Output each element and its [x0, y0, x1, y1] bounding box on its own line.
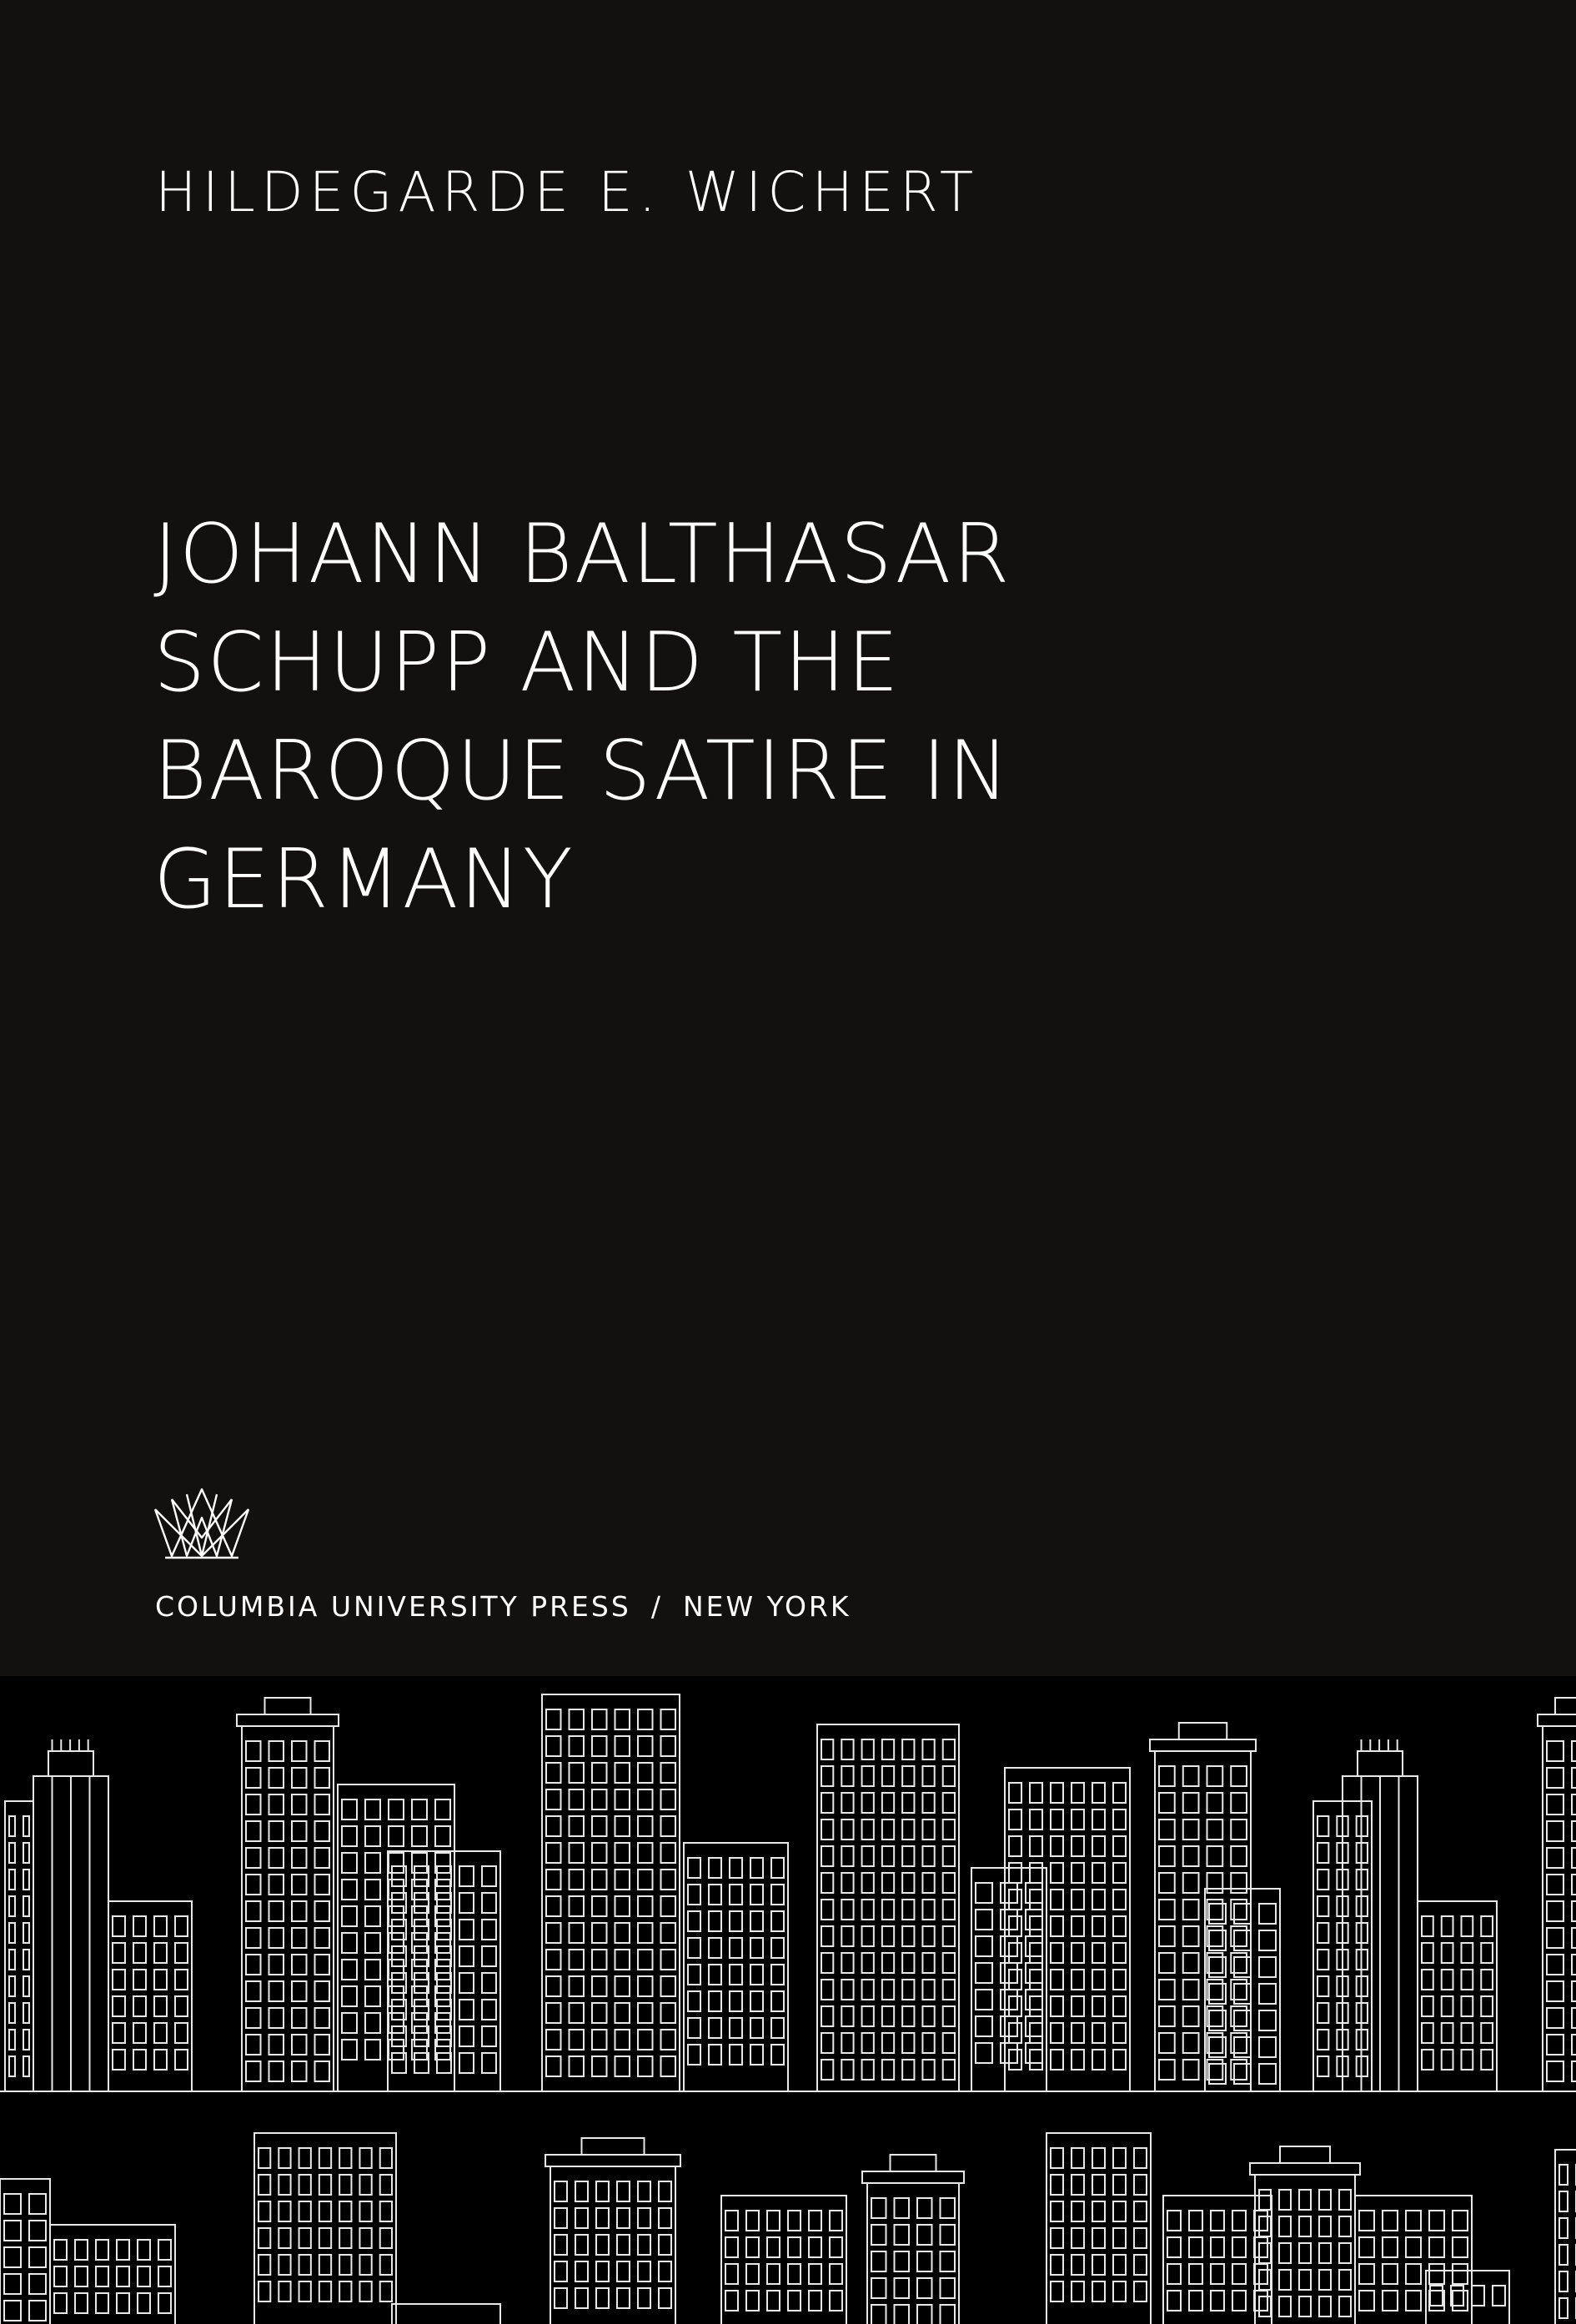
title-line: GERMANY — [153, 832, 575, 927]
author-name: HILDEGARDE E. WICHERT — [155, 160, 980, 224]
title-line: SCHUPP AND THE — [153, 615, 901, 710]
publisher-imprint — [155, 1590, 851, 1623]
book-title — [153, 500, 1404, 934]
title-line: JOHANN BALTHASAR — [153, 507, 1011, 602]
crown-icon — [153, 1488, 250, 1563]
city-skyline-illustration — [0, 1676, 1576, 2324]
publisher-name: COLUMBIA UNIVERSITY PRESS — [155, 1590, 631, 1623]
skyline-lines — [0, 1694, 1576, 2324]
imprint-separator: / — [650, 1590, 663, 1623]
title-line: BAROQUE SATIRE IN — [153, 724, 1011, 819]
publisher-city: NEW YORK — [682, 1590, 851, 1623]
